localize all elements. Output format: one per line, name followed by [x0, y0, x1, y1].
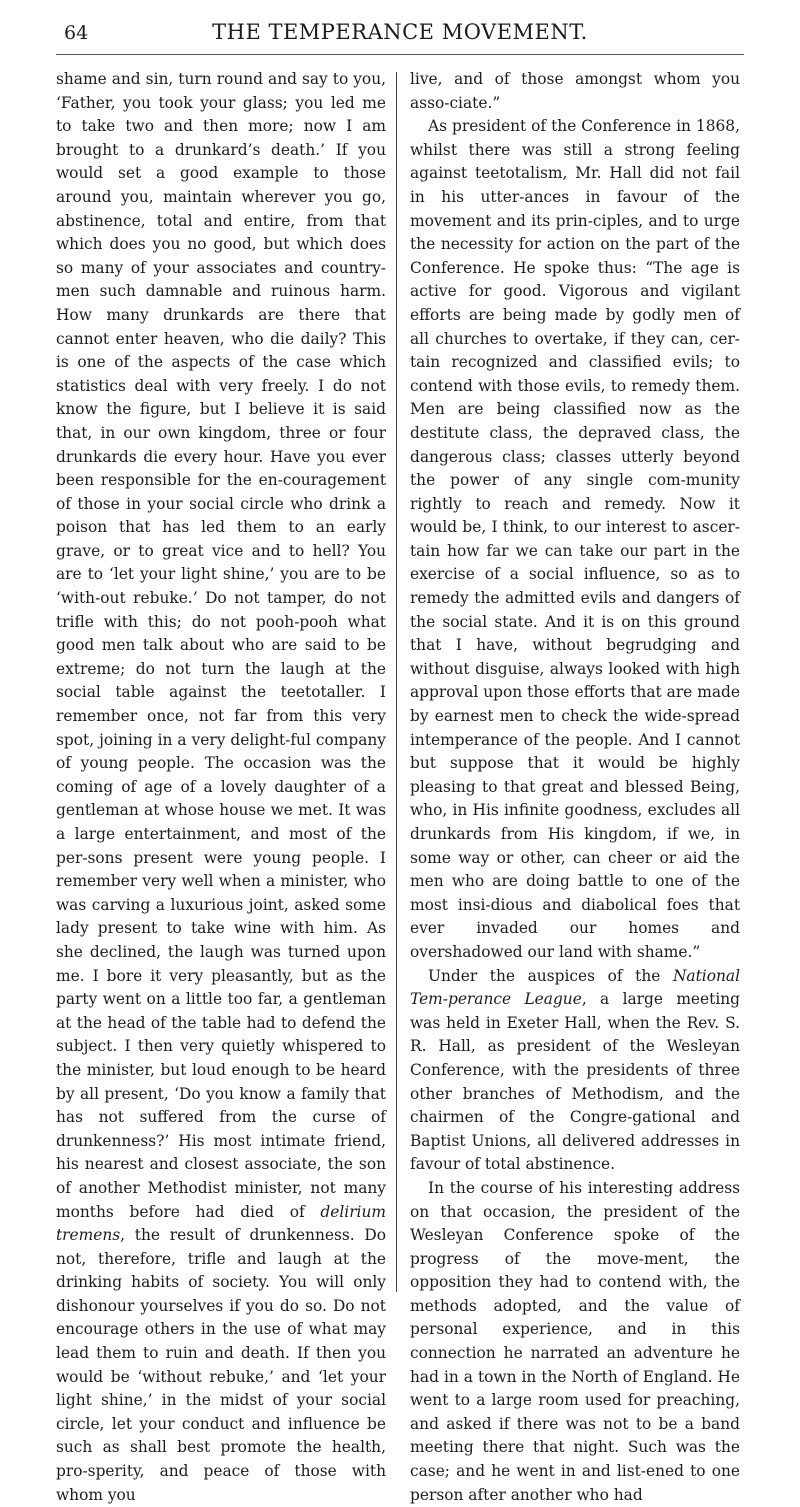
- italic-term: delirium tremens: [56, 1202, 386, 1245]
- paragraph: In the course of his interesting address on that occasion, the president of the Wesleyan Conference spoke of the progress of the move-ment, the opposition they had to contend with, the methods adopted, and the value of personal experience, and in this connection he narrated an adventure he had in a town in the North of England. He went to a large room used for preaching, and asked if there was not to be a band meeting there that night. Such was the case; and he went in and list-ened to one person after another who had: [410, 1178, 740, 1504]
- paragraph: live, and of those amongst whom you asso-ciate.”: [410, 70, 740, 112]
- paragraph-text: shame and sin, turn round and say to you, ‘Father, you took your glass; you led me to take two and then more; now I am brought to a drunkard’s death.’ If you would set a good example to those around you, maintain wherever you go, abstinence, total and entire, from that which does you no good, but which does so many of your associates and country-men such damnable and ruinous harm. How many drunkards are there that cannot enter heaven, who die daily? This is one of the aspects of the case which statistics deal with very freely. I do not know the figure, but I believe it is said that, in our own kingdom, three or four drunkards die every hour. Have you ever been responsible for the en-couragement of those in your social circle who drink a poison that has led them to an early grave, or to great vice and to hell? You are to ‘let your light shine,’ you are to be ‘with-out rebuke.’ Do not tamper, do not trifle with this; do not pooh-pooh what good men talk about who are said to be extreme; do not turn the laugh at the social table against the teetotaller. I remember once, not far from this very spot, joining in a very delight-ful company of young people. The occasion was the coming of age of a lovely daughter of a gentleman at whose house we met. It was a large entertainment, and most of the per-sons present were young people. I remember very well when a minister, who was carving a luxurious joint, asked some lady present to take wine with him. As she declined, the laugh was turned upon me. I bore it very pleasantly, but as the party went on a little too far, a gentleman at the head of the table had to defend the subject. I then very quietly whispered to the minister, but loud enough to be heard by all present, ‘Do you know a family that has not suffered from the curse of drunkenness?’ His most intimate friend, his nearest and closest associate, the son of another Methodist minister, not many months before had died of: [56, 70, 386, 1221]
- header-rule: [56, 54, 744, 55]
- paragraph-text: Under the auspices of the: [428, 966, 673, 985]
- left-column: [56, 68, 386, 1507]
- paragraph-text: , a large meeting was held in Exeter Hall, when the Rev. S. R. Hall, as president of the Wesleyan Conference, with the presidents of three other branches of Methodism, and the chairmen of the Congre-gational and Baptist Unions, all delivered addresses in favour of total abstinence.: [410, 990, 741, 1174]
- paragraph-text: , the result of drunkenness. Do not, therefore, trifle and laugh at the drinking habits of society. You will only dishonour yourselves if you do so. Do not encourage others in the use of what may lead them to ruin and death. If then you would be ‘without rebuke,’ and ‘let your light shine,’ in the midst of your social circle, let your conduct and influence be such as shall best promote the health, pro-sperity, and peace of those with whom you: [56, 1226, 386, 1504]
- italic-term: National Tem-perance League: [410, 966, 740, 1009]
- running-title: THE TEMPERANCE MOVEMENT.: [212, 20, 588, 44]
- paragraph: As president of the Conference in 1868, whilst there was still a strong feeling against teetotalism, Mr. Hall did not fail in his utter-ances in favour of the movement and its prin-ciples, and to urge the necessity for action on the part of the Conference. He spoke thus: “The age is active for good. Vigorous and vigilant efforts are being made by godly men of all churches to overtake, if they can, cer-tain recognized and classified evils; to contend with those evils, to remedy them. Men are being classified now as the destitute class, the depraved class, the dangerous class; classes utterly beyond the power of any single com-munity rightly to reach and remedy. Now it would be, I think, to our interest to ascer-tain how far we can take our part in the exercise of a social influence, so as to remedy the admitted evils and dangers of the social state. And it is on this ground that I have, without begrudging and without disguise, always looked with high approval upon those efforts that are made by earnest men to check the wide-spread intemperance of the people. And I cannot but suppose that it would be highly pleasing to that great and blessed Being, who, in His infinite goodness, excludes all drunkards from His kingdom, if we, in some way or other, can cheer or aid the men who are doing battle to one of the most insi-dious and diabolical foes that ever invaded our homes and overshadowed our land with shame.”: [410, 117, 740, 961]
- page-number: 64: [64, 22, 89, 44]
- page-header: [56, 20, 744, 50]
- column-divider: [396, 72, 397, 1292]
- paragraph: [56, 68, 386, 1507]
- paragraph: [410, 965, 740, 1177]
- right-column: [410, 68, 740, 1507]
